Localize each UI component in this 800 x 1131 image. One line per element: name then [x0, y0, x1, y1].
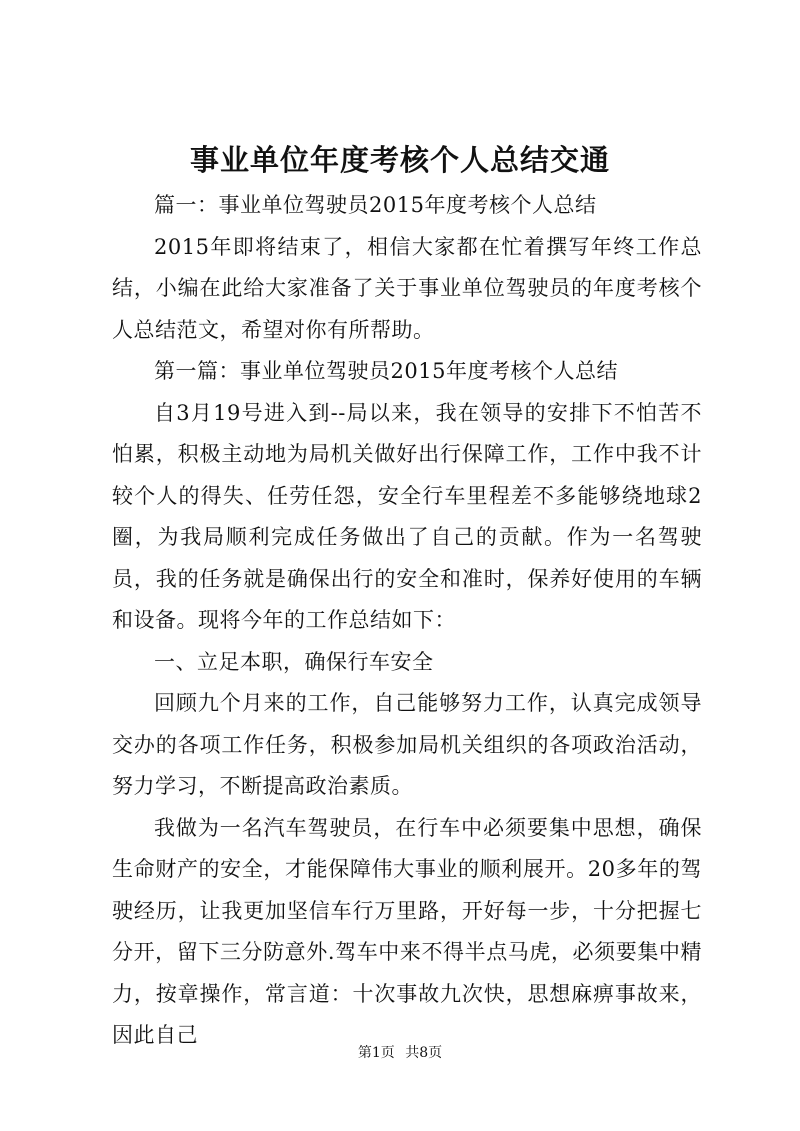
paragraph-body: 自3月19号进入到--局以来，我在领导的安排下不怕苦不怕累，积极主动地为局机关做好出行保障工作，工作中我不计较个人的得失、任劳任怨，安全行车里程差不多能够绕地球2圈，为我局顺利完成任务做出了自己的贡献。作为一名驾驶员，我的任务就是确保出行的安全和准时，保养好使用的车辆和设备。现将今年的工作总结如下： [112, 400, 702, 632]
paragraph-section-heading: 第一篇：事业单位驾驶员2015年度考核个人总结 [154, 359, 618, 383]
paragraph-subtitle: 篇一：事业单位驾驶员2015年度考核个人总结 [154, 193, 597, 217]
paragraph-subheading: 一、立足本职，确保行车安全 [154, 649, 434, 674]
document-body [112, 185, 702, 1057]
page-footer [0, 1043, 800, 1063]
page-number: 第1页 [357, 1045, 395, 1061]
paragraph-body: 回顾九个月来的工作，自己能够努力工作，认真完成领导交办的各项工作任务，积极参加局机关组织的各项政治活动，努力学习，不断提高政治素质。 [112, 691, 702, 798]
page-total: 共8页 [405, 1045, 443, 1061]
document-title: 事业单位年度考核个人总结交通 [189, 143, 610, 177]
paragraph-body: 我做为一名汽车驾驶员，在行车中必须要集中思想，确保生命财产的安全，才能保障伟大事业的顺利展开。20多年的驾驶经历，让我更加坚信车行万里路，开好每一步，十分把握七分开，留下三分防意外.驾车中来不得半点马虎，必须要集中精力，按章操作，常言道：十次事故九次快，思想麻痹事故来，因此自己 [112, 815, 702, 1047]
paragraph-intro: 2015年即将结束了，相信大家都在忙着撰写年终工作总结，小编在此给大家准备了关于事业单位驾驶员的年度考核个人总结范文，希望对你有所帮助。 [112, 234, 702, 342]
